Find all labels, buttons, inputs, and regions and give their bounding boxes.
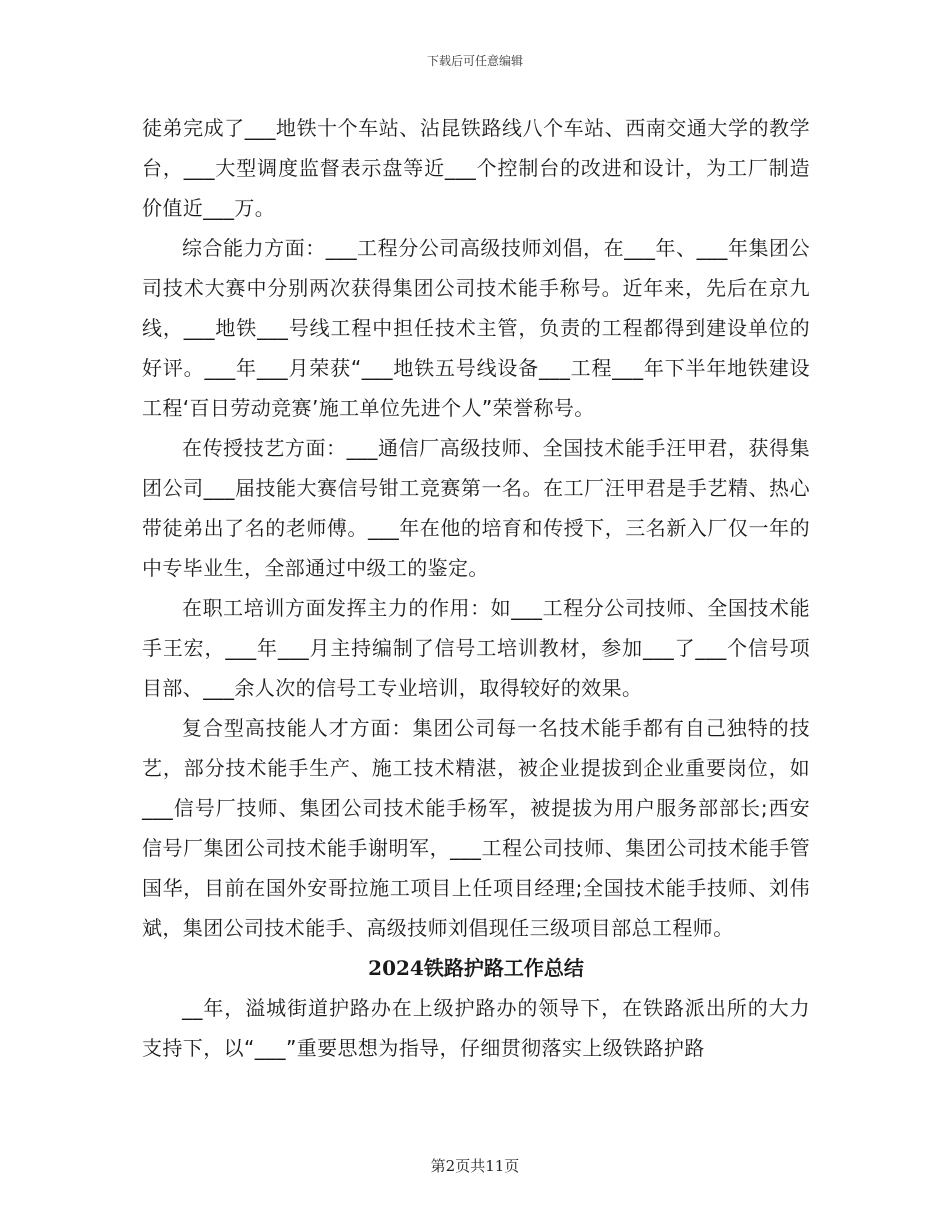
page-number: 第2页共11页 [430,1157,520,1175]
paragraph-continuation: 徒弟完成了___地铁十个车站、沾昆铁路线八个车站、西南交通大学的教学台，___大型调度监督表示盘等近___个控制台的改进和设计，为工厂制造价值近___万。 [142,116,810,220]
paragraph-staff-training: 在职工培训方面发挥主力的作用：如___工程分公司技师、全国技术能手王宏，___年___月主持编制了信号工培训教材，参加___了___个信号项目部、___余人次的信号工专业培训，取得较好的效果。 [142,596,810,700]
paragraph-comprehensive-ability: 综合能力方面：___工程分公司高级技师刘倡，在___年、___年集团公司技术大赛中分别两次获得集团公司技术能手称号。近年来，先后在京九线，___地铁___号线工程中担任技术主管，负责的工程都得到建设单位的好评。___年___月荣获“___地铁五号线设备___工程___年下半年地铁建设工程‘百日劳动竞赛’施工单位先进个人”荣誉称号。 [142,236,810,420]
paragraph-skill-teaching: 在传授技艺方面：___通信厂高级技师、全国技术能手汪甲君，获得集团公司___届技能大赛信号钳工竞赛第一名。在工厂汪甲君是手艺精、热心带徒弟出了名的老师傅。___年在他的培育和传授下，三名新入厂仅一年的中专毕业生，全部通过中级工的鉴定。 [142,436,810,580]
section-title: 2024铁路护路工作总结 [368,956,584,980]
document-body [142,108,810,1068]
page-header: 下载后可任意编辑 [426,54,523,68]
section-paragraph: __年，溢城街道护路办在上级护路办的领导下，在铁路派出所的大力支持下，以“___”重要思想为指导，仔细贯彻落实上级铁路护路 [142,996,810,1060]
paragraph-composite-talent: 复合型高技能人才方面：集团公司每一名技术能手都有自己独特的技艺，部分技术能手生产、施工技术精湛，被企业提拔到企业重要岗位，如___信号厂技师、集团公司技术能手杨军，被提拔为用户服务部部长;西安信号厂集团公司技术能手谢明军，___工程公司技师、集团公司技术能手管国华，目前在国外安哥拉施工项目上任项目经理;全国技术能手技师、刘伟斌，集团公司技术能手、高级技师刘倡现任三级项目部总工程师。 [142,716,810,940]
